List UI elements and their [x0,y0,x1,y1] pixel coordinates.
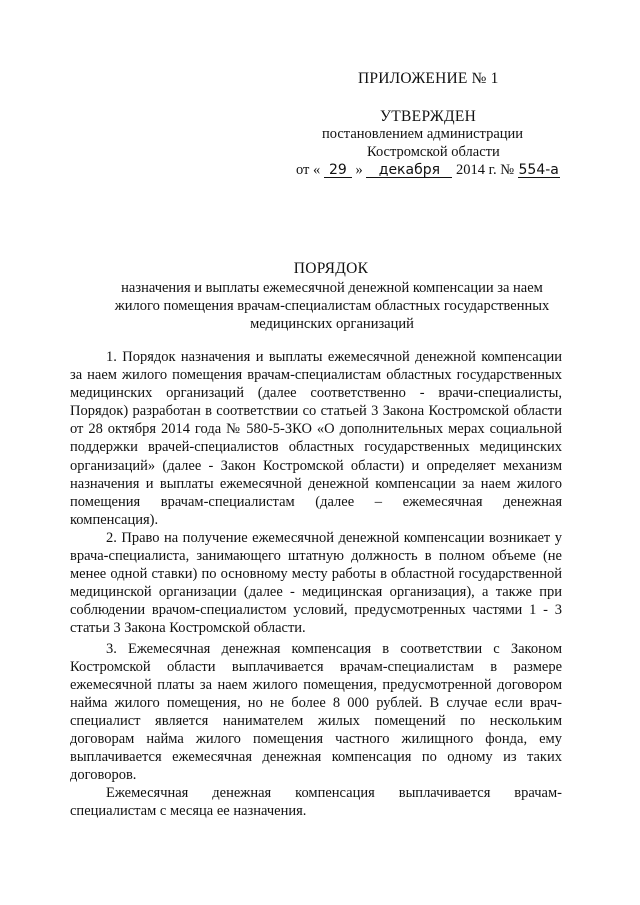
document-subtitle-line-3: медицинских организаций [250,316,414,332]
paragraph-3: 3. Ежемесячная денежная компенсация в соответствии с Законом Костромской области выплачивается врачам-специалистам в размере ежемесячной платы за наем жилого помещения, предусмотренной договором найма жилого помещения, но не более 8 000 рублей. В случае если врач-специалист является нанимателем жилых помещений по нескольким договорам найма жилого помещения частного жилищного фонда, ему выплачивается ежемесячная денежная компенсация по одному из таких договоров. [70,640,562,784]
document-body [70,348,562,820]
date-mid: » [355,162,363,178]
approval-line-region: Костромской области [367,144,500,160]
document-subtitle-line-2: жилого помещения врачам-специалистам областных государственных [114,298,550,314]
document-subtitle-line-1: назначения и выплаты ежемесячной денежной компенсации за наем [121,280,543,296]
date-prefix: от « [296,162,321,178]
approved-heading: УТВЕРЖДЕН [380,108,477,125]
approval-line-authority: постановлением администрации [322,126,524,142]
approval-date-line [296,162,560,179]
handwritten-decree-number: 554-а [518,162,559,178]
appendix-label: ПРИЛОЖЕНИЕ № 1 [358,70,499,87]
date-year-number-label: 2014 г. № [456,162,515,178]
paragraph-4: Ежемесячная денежная компенсация выплачивается врачам-специалистам с месяца ее назначения. [70,785,562,820]
document-title: ПОРЯДОК [293,260,369,277]
handwritten-day: 29 [324,163,352,178]
paragraph-2: 2. Право на получение ежемесячной денежной компенсации возникает у врача-специалиста, занимающего штатную должность в полном объеме (не менее одной ставки) по основному месту работы в областной государственной медицинской организации (далее - медицинская организация), а также при соблюдении врачом-специалистом условий, предусмотренных частями 1 - 3 статьи 3 Закона Костромской области. [70,529,562,637]
handwritten-month: декабря [366,163,452,178]
paragraph-1: 1. Порядок назначения и выплаты ежемесячной денежной компенсации за наем жилого помещения врачам-специалистам областных государственных медицинских организаций (далее соответственно - врачи-специалисты, Порядок) разработан в соответствии со статьей 3 Закона Костромской области от 28 октября 2014 года № 580-5-ЗКО «О дополнительных мерах социальной поддержки врачей-специалистов областных государственных медицинских организаций» (далее - Закон Костромской области) и определяет механизм назначения и выплаты ежемесячной денежной компенсации за наем жилого помещения врачам-специалистам (далее – ежемесячная денежная компенсация). [70,349,562,528]
